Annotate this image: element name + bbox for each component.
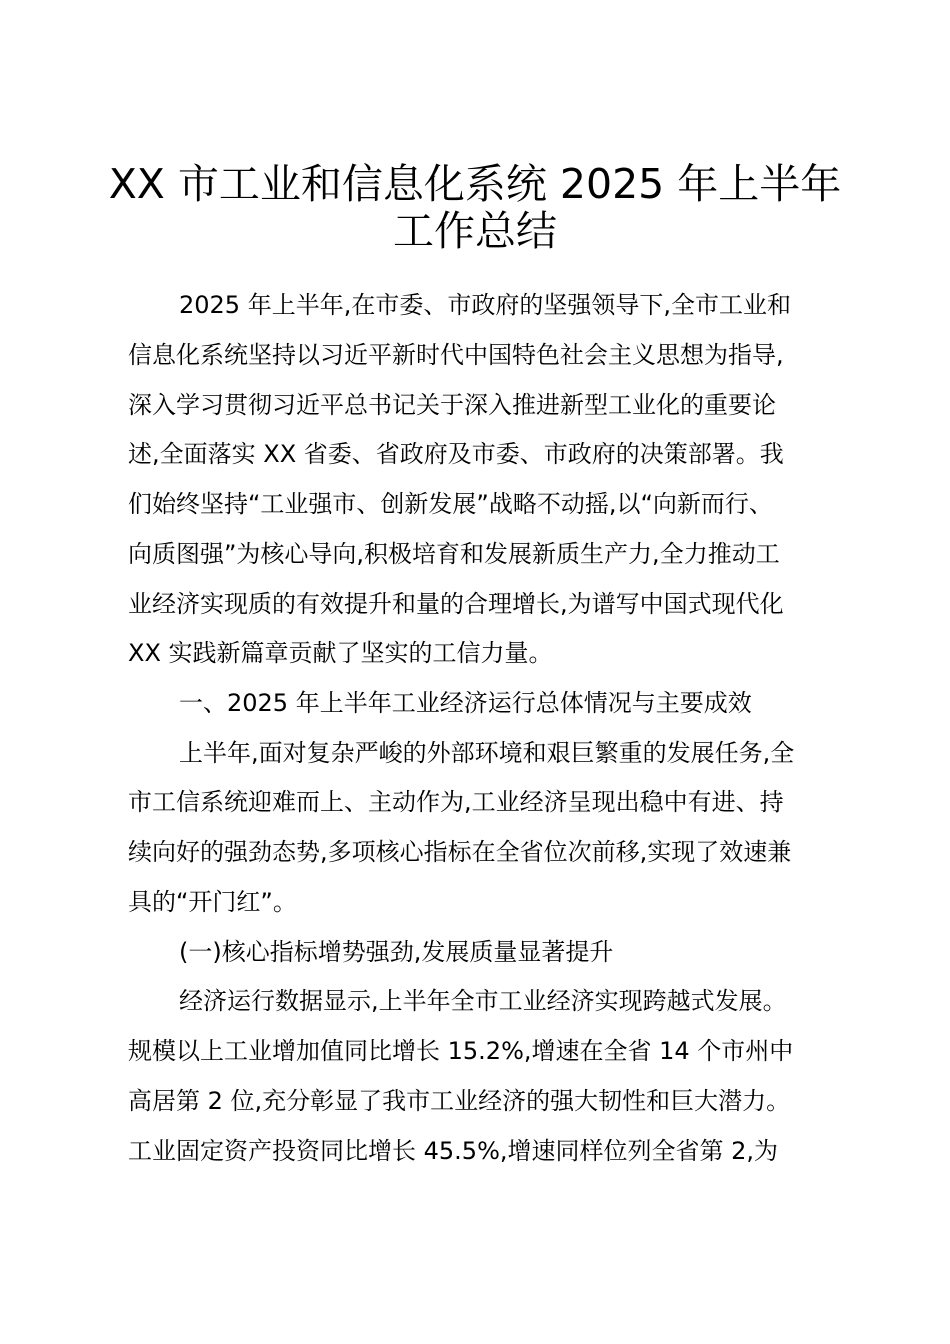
paragraph-line: 深入学习贯彻习近平总书记关于深入推进新型工业化的重要论 (128, 391, 776, 419)
paragraph-line: 具的“开门红”。 (128, 888, 297, 916)
subsection-heading: (一)核心指标增势强劲,发展质量显著提升 (179, 938, 614, 966)
paragraph-line: 工业固定资产投资同比增长 45.5%,增速同样位列全省第 2,为 (128, 1137, 779, 1165)
paragraph-line: 信息化系统坚持以习近平新时代中国特色社会主义思想为指导, (128, 341, 784, 369)
paragraph-line: 上半年,面对复杂严峻的外部环境和艰巨繁重的发展任务,全 (179, 739, 795, 767)
document-title-line-1: XX 市工业和信息化系统 2025 年上半年 (108, 160, 842, 208)
paragraph-line: 们始终坚持“工业强市、创新发展”战略不动摇,以“向新而行、 (128, 490, 773, 518)
paragraph-line: 高居第 2 位,充分彰显了我市工业经济的强大韧性和巨大潜力。 (128, 1087, 791, 1115)
paragraph-line: 市工信系统迎难而上、主动作为,工业经济呈现出稳中有进、持 (128, 788, 784, 816)
section-heading: 一、2025 年上半年工业经济运行总体情况与主要成效 (179, 689, 752, 717)
paragraph-line: 向质图强”为核心导向,积极培育和发展新质生产力,全力推动工 (128, 540, 780, 568)
paragraph-line: 业经济实现质的有效提升和量的合理增长,为谱写中国式现代化 (128, 590, 784, 618)
document-title-line-2: 工作总结 (393, 207, 557, 255)
paragraph-line: 述,全面落实 XX 省委、省政府及市委、市政府的决策部署。我 (128, 440, 784, 468)
paragraph-line: 规模以上工业增加值同比增长 15.2%,增速在全省 14 个市州中 (128, 1037, 794, 1065)
paragraph-line: XX 实践新篇章贡献了坚实的工信力量。 (128, 639, 553, 667)
paragraph-line: 经济运行数据显示,上半年全市工业经济实现跨越式发展。 (179, 987, 787, 1015)
paragraph-line: 续向好的强劲态势,多项核心指标在全省位次前移,实现了效速兼 (128, 838, 792, 866)
paragraph-line: 2025 年上半年,在市委、市政府的坚强领导下,全市工业和 (179, 291, 791, 319)
